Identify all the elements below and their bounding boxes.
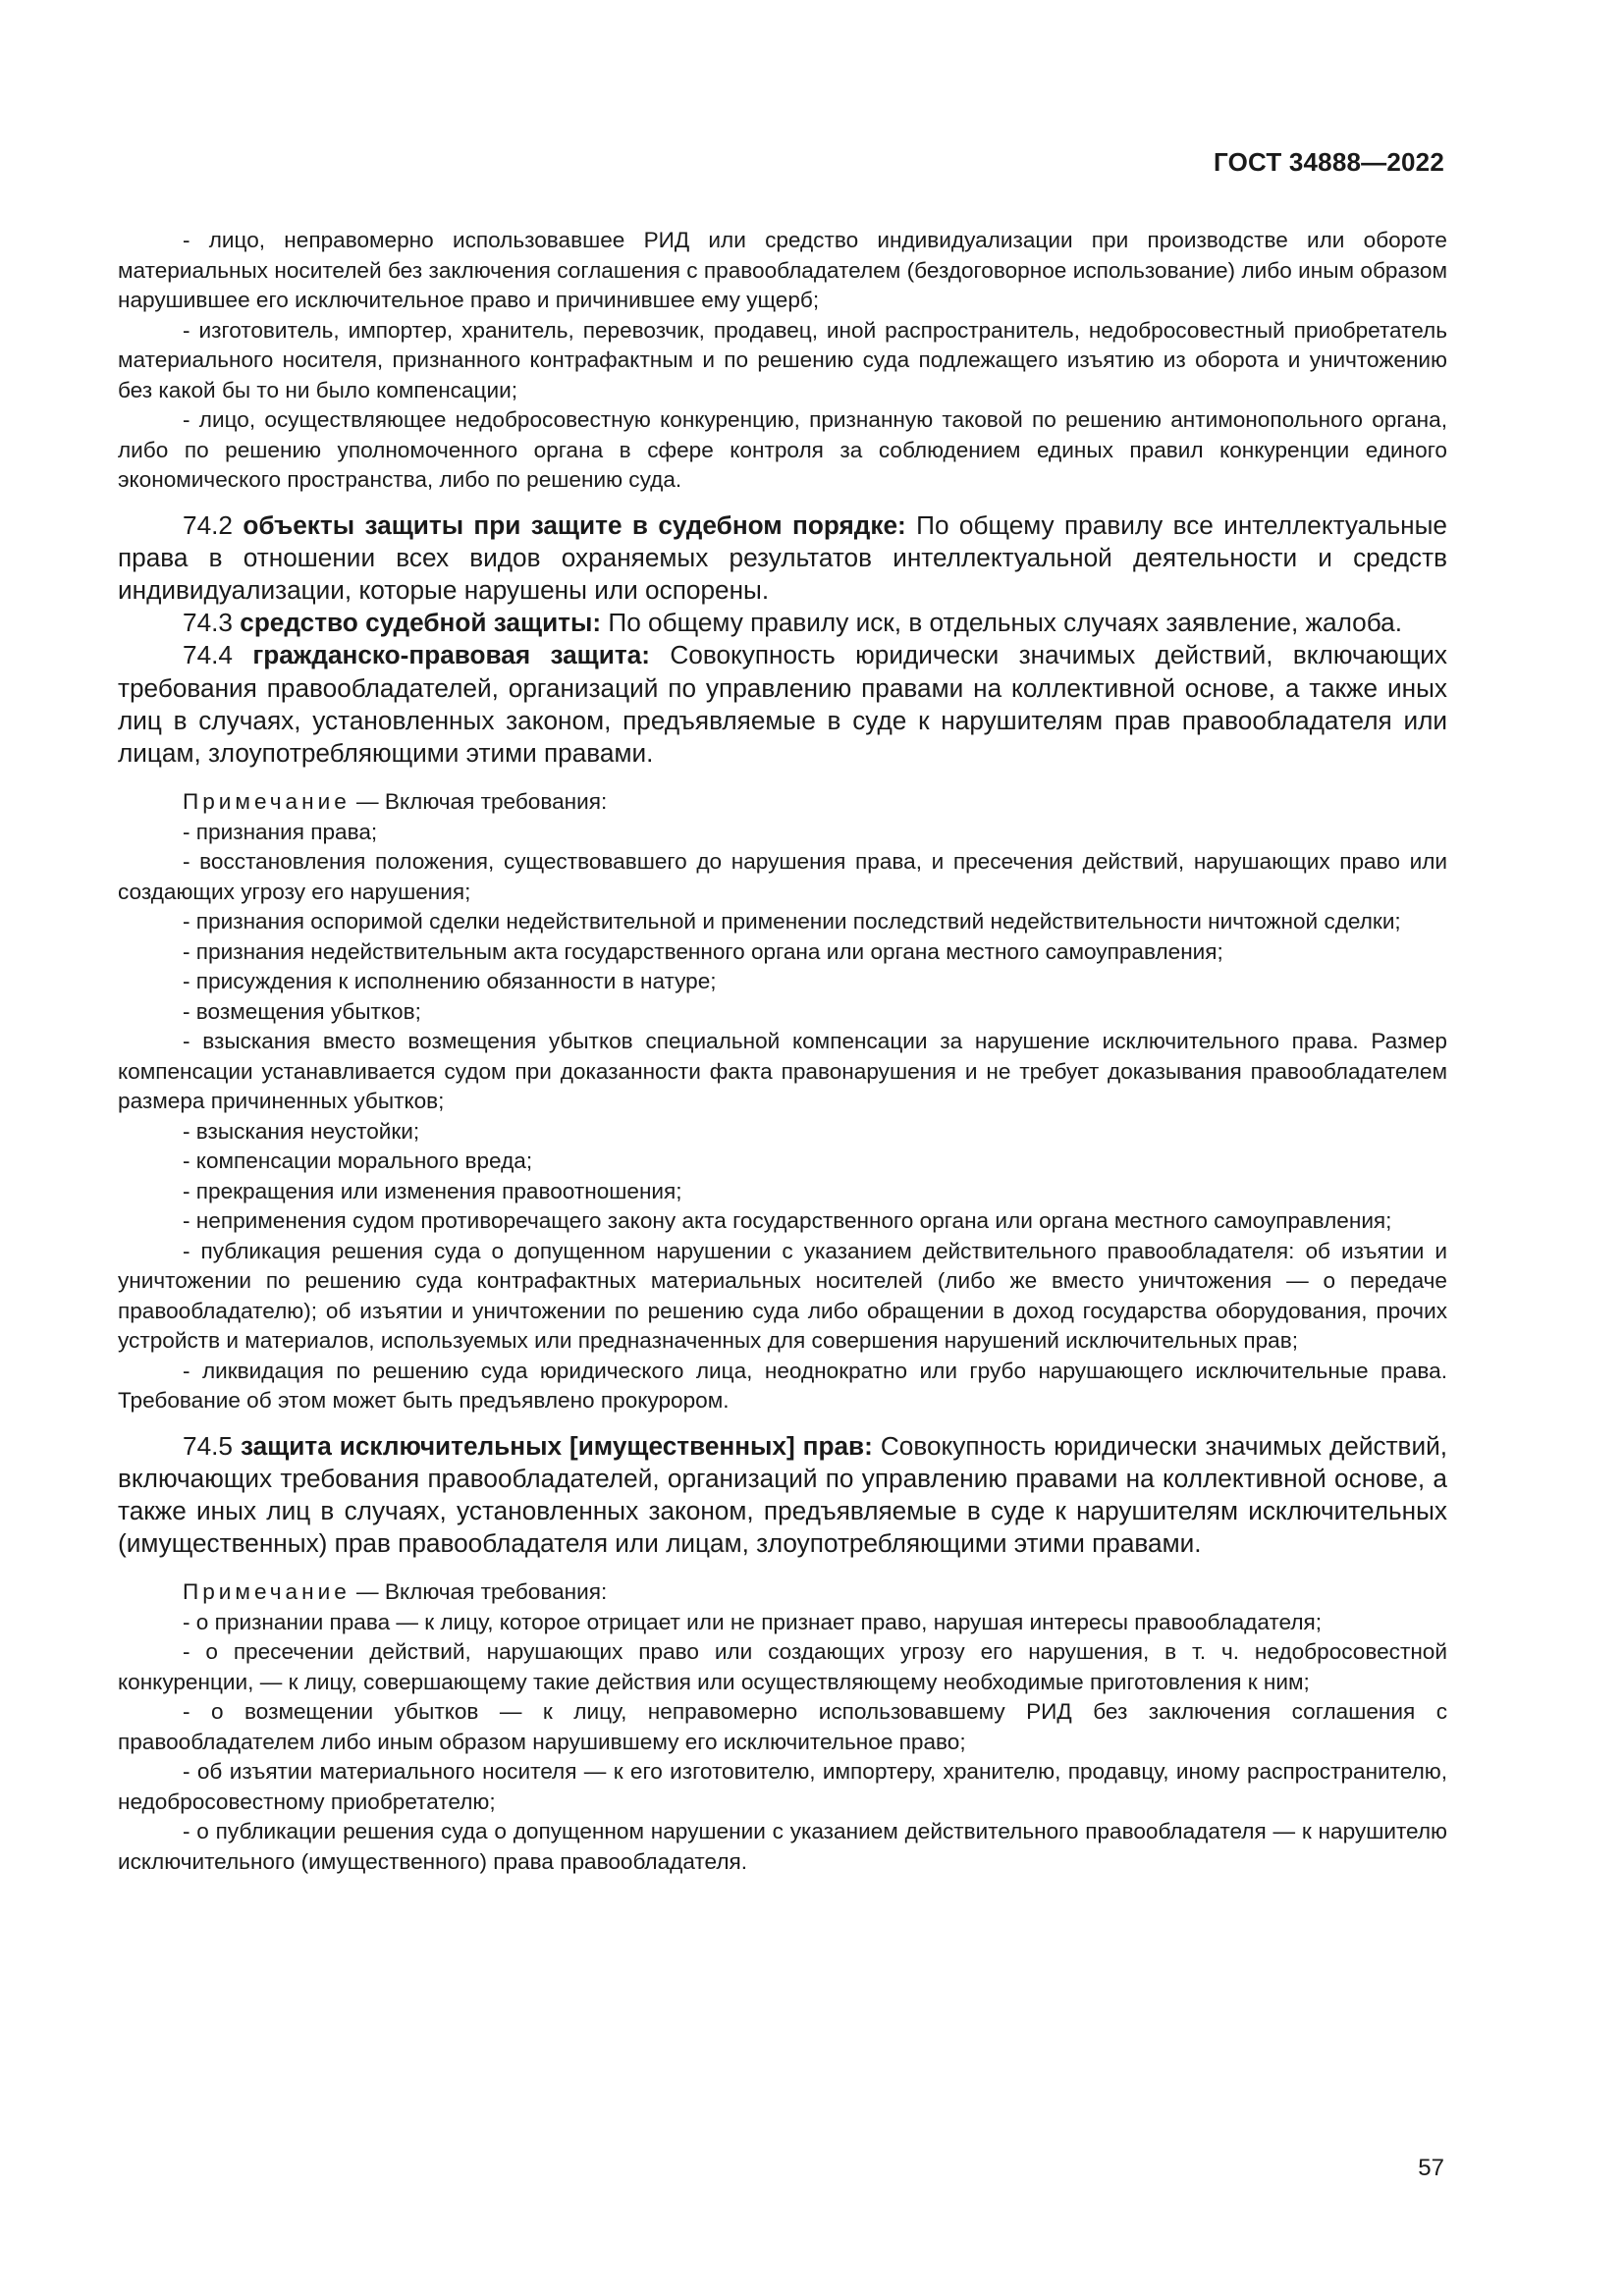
list-item: - публикация решения суда о допущенном нарушении с указанием действительного правообладателя: об изъятии и уничтожении по решению суда контрафактных материальных носителей (либо же вместо уничтожения — о передаче правообладателю); об изъятии и уничтожении по решению суда либо обращении в доход государства оборудования, прочих устройств и материалов, используемых или предназначенных для совершения нарушений исключительных прав; xyxy=(118,1238,1447,1354)
list-item: - о публикации решения суда о допущенном нарушении с указанием действительного правообладателя — к нарушителю исключительного (имущественного) права правообладателя. xyxy=(118,1819,1447,1874)
list-item: - неприменения судом противоречащего закону акта государственного органа или органа местного самоуправления; xyxy=(183,1208,1392,1234)
term-74-3 xyxy=(118,607,1447,639)
list-item: - лицо, неправомерно использовавшее РИД или средство индивидуализации при производстве или обороте материальных носителей без заключения соглашения с правообладателем (бездоговорное использование) либо иным образом нарушившее его исключительное право и причинившее ему ущерб; xyxy=(118,228,1447,312)
list-item: - о возмещении убытков — к лицу, неправомерно использовавшему РИД без заключения соглашения с правообладателем либо иным образом нарушившему его исключительное право; xyxy=(118,1699,1447,1754)
note-label: Примечание xyxy=(183,789,351,815)
page-content xyxy=(118,226,1447,1877)
list-item: - присуждения к исполнению обязанности в натуре; xyxy=(183,969,717,994)
term-74-2 xyxy=(118,509,1447,608)
list-item: - ликвидация по решению суда юридического лица, неоднократно или грубо нарушающего исключительные права. Требование об этом может быть предъявлено прокурором. xyxy=(118,1358,1447,1414)
term-definition: По общему правилу иск, в отдельных случаях заявление, жалоба. xyxy=(608,608,1402,638)
note-intro xyxy=(118,787,1447,818)
list-block-1 xyxy=(118,226,1447,496)
term-74-5 xyxy=(118,1430,1447,1561)
list-item: - взыскания неустойки; xyxy=(183,1118,420,1144)
term-title: объекты защиты при защите в судебном порядке: xyxy=(243,509,906,540)
note-label: Примечание xyxy=(183,1579,351,1605)
list-item: - признания недействительным акта государственного органа или органа местного самоуправления; xyxy=(183,938,1223,964)
term-number: 74.5 xyxy=(183,1430,233,1461)
list-item: - о признании права — к лицу, которое отрицает или не признает право, нарушая интересы правообладателя; xyxy=(183,1609,1323,1634)
list-item: - об изъятии материального носителя — к его изготовителю, импортеру, хранителю, продавцу, иному распространителю, недобросовестному приобретателю; xyxy=(118,1759,1447,1814)
term-definition: Совокупность юридически значимых действий, включающих требования правообладателей, организаций по управлению правами на коллективной основе, а также иных лиц в случаях, установленных законом, предъявляемые в суде к нарушителям исключительных (имущественных) прав правообладателя или лицам, злоупотребляющими этими правами. xyxy=(118,1430,1448,1559)
term-definition: Совокупность юридически значимых действий, включающих требования правообладателей, организаций по управлению правами на коллективной основе, а также иных лиц в случаях, установленных законом, предъявляемые в суде к нарушителям прав правообладателя или лицам, злоупотребляющими этими правами. xyxy=(118,640,1448,768)
list-item: - признания оспоримой сделки недействительной и применении последствий недействительности ничтожной сделки; xyxy=(183,909,1401,934)
note-intro xyxy=(118,1577,1447,1608)
terms-block-1 xyxy=(118,509,1447,771)
term-title: средство судебной защиты: xyxy=(240,608,602,638)
term-definition: По общему правилу все интеллектуальные права в отношении всех видов охраняемых результатов интеллектуальной деятельности и средств индивидуализации, которые нарушены или оспорены. xyxy=(118,509,1447,605)
note-block-1 xyxy=(118,787,1447,1416)
list-item: - прекращения или изменения правоотношения; xyxy=(183,1178,682,1203)
term-74-4 xyxy=(118,639,1447,770)
term-number: 74.2 xyxy=(183,509,233,540)
term-title: гражданско-правовая защита: xyxy=(252,640,650,670)
term-number: 74.4 xyxy=(183,640,233,670)
page-number: 57 xyxy=(1418,2155,1444,2181)
list-item: - изготовитель, импортер, хранитель, перевозчик, продавец, иной распространитель, недобросовестный приобретатель материального носителя, признанного контрафактным и по решению суда подлежащего изъятию из оборота и уничтожению без какой бы то ни было компенсации; xyxy=(118,317,1447,402)
list-item: - компенсации морального вреда; xyxy=(183,1148,533,1174)
note-intro-text: — Включая требования: xyxy=(350,1579,608,1605)
note-intro-text: — Включая требования: xyxy=(350,789,608,815)
list-item: - о пресечении действий, нарушающих право или создающих угрозу его нарушения, в т. ч. недобросовестной конкуренции, — к лицу, совершающему такие действия или осуществляющему необходимые приготовления к ним; xyxy=(118,1639,1447,1694)
terms-block-2 xyxy=(118,1430,1447,1561)
list-item: - признания права; xyxy=(183,819,378,844)
list-item: - лицо, осуществляющее недобросовестную конкуренцию, признанную таковой по решению антимонопольного органа, либо по решению уполномоченного органа в сфере контроля за соблюдением единых правил конкуренции единого экономического пространства, либо по решению суда. xyxy=(118,407,1447,492)
term-number: 74.3 xyxy=(183,608,233,638)
list-item: - взыскания вместо возмещения убытков специальной компенсации за нарушение исключительного права. Размер компенсации устанавливается судом при доказанности факта правонарушения и не требует доказывания правообладателем размера причиненных убытков; xyxy=(118,1029,1447,1114)
list-item: - возмещения убытков; xyxy=(183,998,421,1024)
term-title: защита исключительных [имущественных] прав: xyxy=(240,1430,873,1461)
document-header: ГОСТ 34888—2022 xyxy=(1214,147,1444,177)
list-item: - восстановления положения, существовавшего до нарушения права, и пресечения действий, нарушающих право или создающих угрозу его нарушения; xyxy=(118,849,1447,904)
note-block-2 xyxy=(118,1577,1447,1877)
